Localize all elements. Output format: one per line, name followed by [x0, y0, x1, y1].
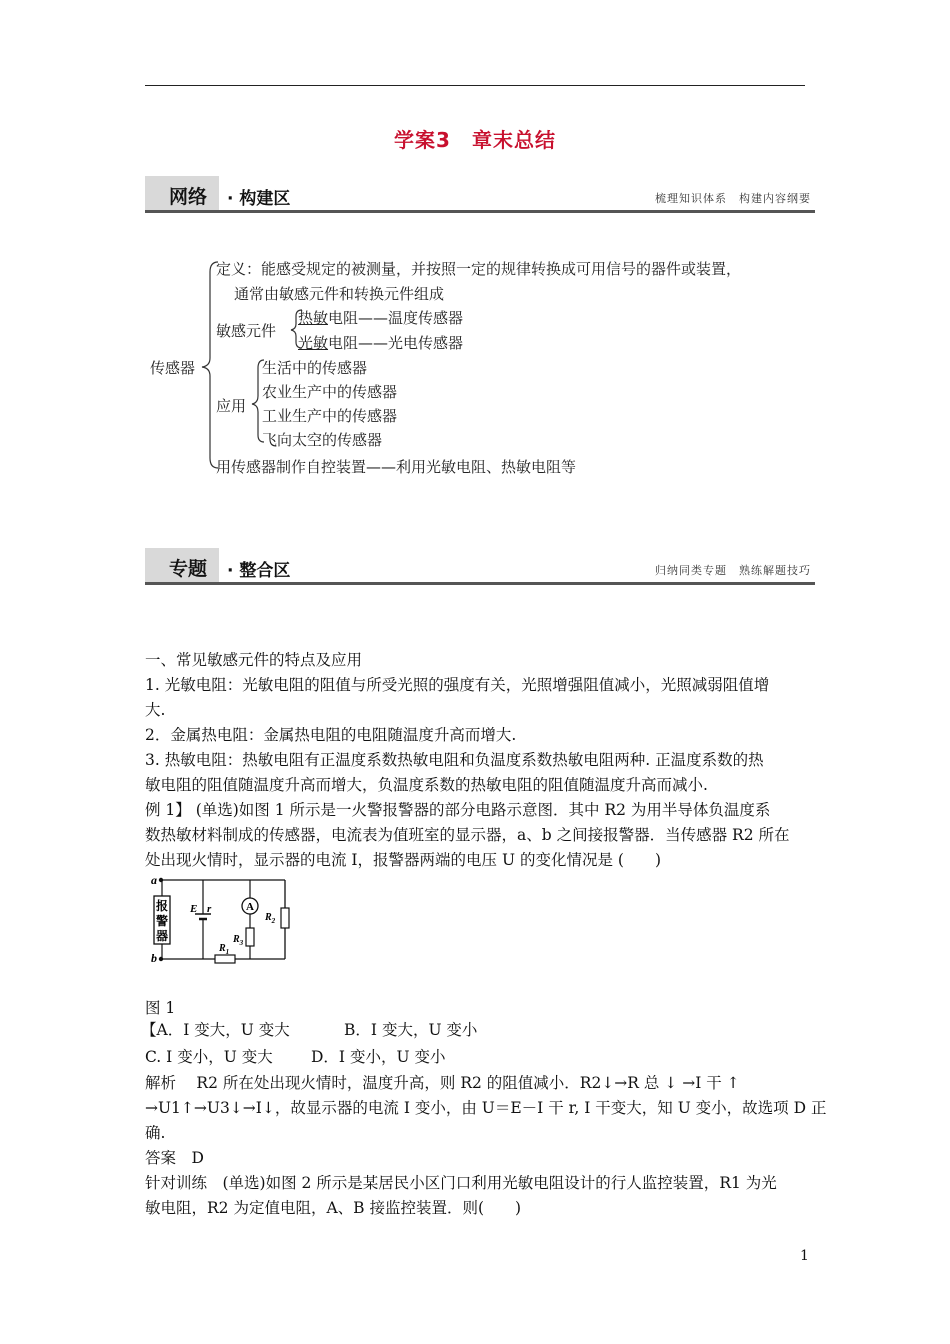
mindmap-application-label: 应用: [216, 397, 247, 415]
term-rest: 电阻——光电传感器: [328, 334, 464, 352]
mindmap-sensitive-item: [298, 307, 463, 328]
svg-text:器: 器: [156, 929, 169, 943]
section-header-network: [145, 176, 815, 212]
emf-label: E: [190, 903, 198, 915]
r3-label: $R_3$: [233, 934, 244, 947]
paragraph-line: 3. 热敏电阻：热敏电阻有正温度系数热敏电阻和负温度系数热敏电阻两种. 正温度系数的热: [145, 751, 764, 769]
alarm-label: 报: [156, 899, 169, 913]
mindmap-definition-cont: 通常由敏感元件和转换元件组成: [234, 285, 445, 303]
mind-map: [140, 250, 820, 480]
section-tab: [145, 176, 219, 212]
paragraph-line: 敏电阻的阻值随温度升高而增大，负温度系数的热敏电阻的阻值随温度升高而减小.: [145, 776, 708, 794]
mindmap-last-line: 用传感器制作自控装置——利用光敏电阻、热敏电阻等: [216, 458, 577, 476]
option-b: B．I 变大，U 变小: [344, 1021, 478, 1039]
paragraph-line: 大.: [145, 701, 166, 719]
terminal-a-label: a: [151, 873, 157, 887]
option-a: 【A．I 变大，U 变大: [141, 1021, 290, 1039]
page-number: 1: [800, 1248, 809, 1264]
section-main-label: 网络: [169, 186, 208, 208]
analysis-line: 解析 R2 所在处出现火情时，温度升高，则 R2 的阻值减小．R2↓→R 总 ↓ →I 干 ↑: [145, 1074, 740, 1092]
svg-text:警: 警: [156, 914, 169, 928]
r1-label: $R_1$: [219, 943, 230, 956]
section-underline: [145, 582, 815, 585]
mindmap-app-item: 生活中的传感器: [262, 359, 368, 377]
analysis-line: 确.: [145, 1124, 166, 1142]
top-rule: [145, 85, 805, 86]
section-right-text: 归纳同类专题 熟练解题技巧: [655, 564, 811, 577]
internal-r-label: r: [207, 903, 212, 915]
section-main-label: 专题: [169, 558, 208, 580]
section-sub-label: · 构建区: [227, 189, 291, 209]
body-text-top: [145, 648, 810, 868]
paragraph-line: 1. 光敏电阻：光敏电阻的阻值与所受光照的强度有关，光照增强阻值减小，光照减弱阻值增: [145, 676, 770, 694]
example-line: 处出现火情时，显示器的电流 I，报警器两端的电压 U 的变化情况是 ( ): [145, 851, 661, 869]
mindmap-app-item: 飞向太空的传感器: [262, 431, 383, 449]
example-line: 例 1】 (单选)如图 1 所示是一火警报警器的部分电路示意图．其中 R2 为用半导体负温度系: [145, 801, 771, 819]
mindmap-definition: 定义：能感受规定的被测量，并按照一定的规律转换成可用信号的器件或装置，: [216, 260, 742, 278]
option-c: C. I 变小，U 变大: [145, 1048, 273, 1066]
underlined-term: 光敏: [298, 334, 329, 352]
section-header-topics: [145, 548, 815, 584]
mindmap-sensitive-item: [298, 332, 463, 353]
mindmap-sensitive-label: 敏感元件: [216, 322, 277, 340]
section-tab: [145, 548, 219, 584]
option-d: D．I 变小，U 变小: [311, 1048, 446, 1066]
mindmap-root: 传感器: [150, 359, 196, 377]
page-title: 学案3 章末总结: [394, 128, 556, 152]
paragraph-line: 2．金属热电阻：金属热电阻的电阻随温度升高而增大.: [145, 726, 517, 744]
mindmap-app-item: 工业生产中的传感器: [262, 407, 398, 425]
section-underline: [145, 210, 815, 213]
section-sub-label: · 整合区: [227, 561, 291, 581]
section-heading: 一、常见敏感元件的特点及应用: [145, 651, 363, 669]
training-line: 敏电阻，R2 为定值电阻，A、B 接监控装置．则( ): [145, 1199, 522, 1217]
mindmap-app-item: 农业生产中的传感器: [262, 383, 398, 401]
section-right-text: 梳理知识体系 构建内容纲要: [655, 192, 811, 205]
term-rest: 电阻——温度传感器: [328, 309, 464, 327]
training-line: 针对训练 (单选)如图 2 所示是某居民小区门口利用光敏电阻设计的行人监控装置，R1 为光: [145, 1174, 777, 1192]
r2-label: $R_2$: [265, 912, 276, 925]
circuit-diagram: [145, 870, 295, 970]
underlined-term: 热敏: [298, 309, 329, 327]
answer-line: 答案 D: [145, 1149, 204, 1167]
terminal-b-label: b: [151, 951, 157, 965]
ammeter-label: A: [246, 901, 254, 913]
body-text-bottom: [141, 996, 827, 1226]
circuit-figure: [145, 870, 295, 970]
example-line: 数热敏材料制成的传感器，电流表为值班室的显示器，a、b 之间接报警器．当传感器 R2 所在: [145, 826, 790, 844]
analysis-line: →U1↑→U3↓→I↓，故显示器的电流 I 变小，由 U＝E－I 干 r, I 干变大，知 U 变小，故选项 D 正: [145, 1099, 827, 1117]
figure-caption: 图 1: [145, 999, 176, 1017]
